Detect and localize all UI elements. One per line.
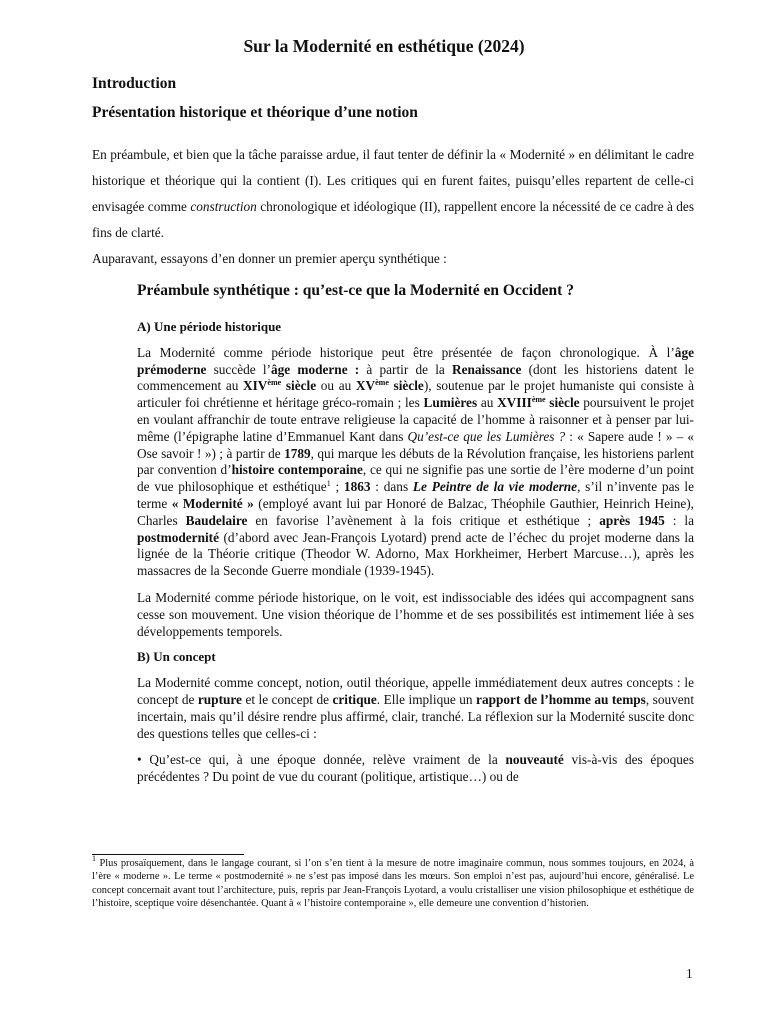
section-b-heading: B) Un concept [137, 649, 216, 665]
footnote-text: Plus prosaïquement, dans le langage courant, si l’on s’en tient à la mesure de notre imaginaire commun, nous sommes toujours, en 2024, à l’ère « moderne ». Le terme « postmodernité » ne s’est pas imposé dans les mœurs. Son emploi n’est pas, aujourd’hui encore, généralisé. Le concept concernait avant tout l’architecture, puis, repris par Jean-François Lyotard, a voulu cristalliser une vision philosophique et esthétique de l’histoire, sceptique voire désenchantée. Quant à « l’histoire contemporaine », elle demeure une convention d’historien. [92, 858, 694, 910]
intro-paragraph-2: Auparavant, essayons d’en donner un premier aperçu synthétique : [92, 251, 447, 266]
section-a-paragraph-1: La Modernité comme période historique peut être présentée de façon chronologique. À l’âge prémoderne succède l’âge moderne : à partir de la Renaissance (dont les historiens datent le commencement au XIVème siècle ou au XVème siècle), soutenue par le projet humaniste qui consiste à articuler foi chrétienne et héritage gréco-romain ; les Lumières au XVIIIème siècle poursuivent le projet en voulant affranchir de toute entrave religieuse la capacité de l’homme à raisonner et à penser par lui-même (l’épigraphe latine d’Emmanuel Kant dans Qu’est-ce que les Lumières ? : « Sapere aude ! » – « Ose savoir ! ») ; à partir de 1789, qui marque les débuts de la Révolution française, les historiens parlent par convention d’histoire contemporaine, ce qui ne signifie pas une sortie de l’ère moderne d’un point de vue philosophique et esthétique$^1$ ; 1863 : dans Le Peintre de la vie moderne, s’il n’invente pas le terme « Modernité » (employé avant lui par Honoré de Balzac, Théophile Gauthier, Heinrich Heine), Charles Baudelaire en favorise l’avènement à la fois critique et esthétique ; après 1945 : la postmodernité (d’abord avec Jean-François Lyotard) prend acte de l’échec du projet moderne dans la lignée de la Théorie critique (Theodor W. Adorno, Max Horkheimer, Herbert Marcuse…), après les massacres de la Seconde Guerre mondiale (1939-1945). [137, 344, 695, 579]
intro-text [92, 142, 694, 272]
section-a-heading: A) Une période historique [137, 319, 282, 334]
page-number: 1 [686, 966, 693, 981]
section-a [137, 319, 694, 786]
preamble-title: Préambule synthétique : qu’est-ce que la Modernité en Occident ? [137, 282, 574, 299]
section-heading: Introduction [92, 75, 177, 92]
footnote-number: 1 [92, 854, 96, 863]
section-b-paragraph-1: La Modernité comme concept, notion, outil théorique, appelle immédiatement deux autres concepts : le concept de rupture et le concept de critique. Elle implique un rapport de l’homme au temps, souvent incertain, mais qu’il désire rendre plus affirmé, clair, tranché. La réflexion sur la Modernité suscite donc des questions telles que celles-ci : [137, 675, 695, 741]
footnote-separator [92, 854, 244, 855]
intro-paragraph-1: En préambule, et bien que la tâche paraisse ardue, il faut tenter de définir la « Modernité » en délimitant le cadre historique et théorique qui la contient (I). Les critiques qui en furent faites, puisqu’elles repartent de celle-ci envisagée comme construction chronologique et idéologique (II), rappellent encore la nécessité de ce cadre à des fins de clarté. [92, 147, 694, 240]
subsection-heading: Présentation historique et théorique d’une notion [92, 104, 418, 121]
section-a-paragraph-2: La Modernité comme période historique, on le voit, est indissociable des idées qui accompagnent sans cesse son mouvement. Une vision théorique de l’homme et de ses possibilités est intimement liée à ses développements temporels. [137, 589, 694, 639]
footnote [92, 854, 694, 911]
section-b-bullet-item: • Qu’est-ce qui, à une époque donnée, relève vraiment de la nouveauté vis-à-vis des époques précédentes ? Du point de vue du courant (politique, artistique…) ou de [137, 752, 694, 785]
footnote-reference[interactable]: 1 [326, 479, 331, 489]
document-title: Sur la Modernité en esthétique (2024) [243, 36, 525, 56]
bullet-icon: • [137, 752, 142, 768]
